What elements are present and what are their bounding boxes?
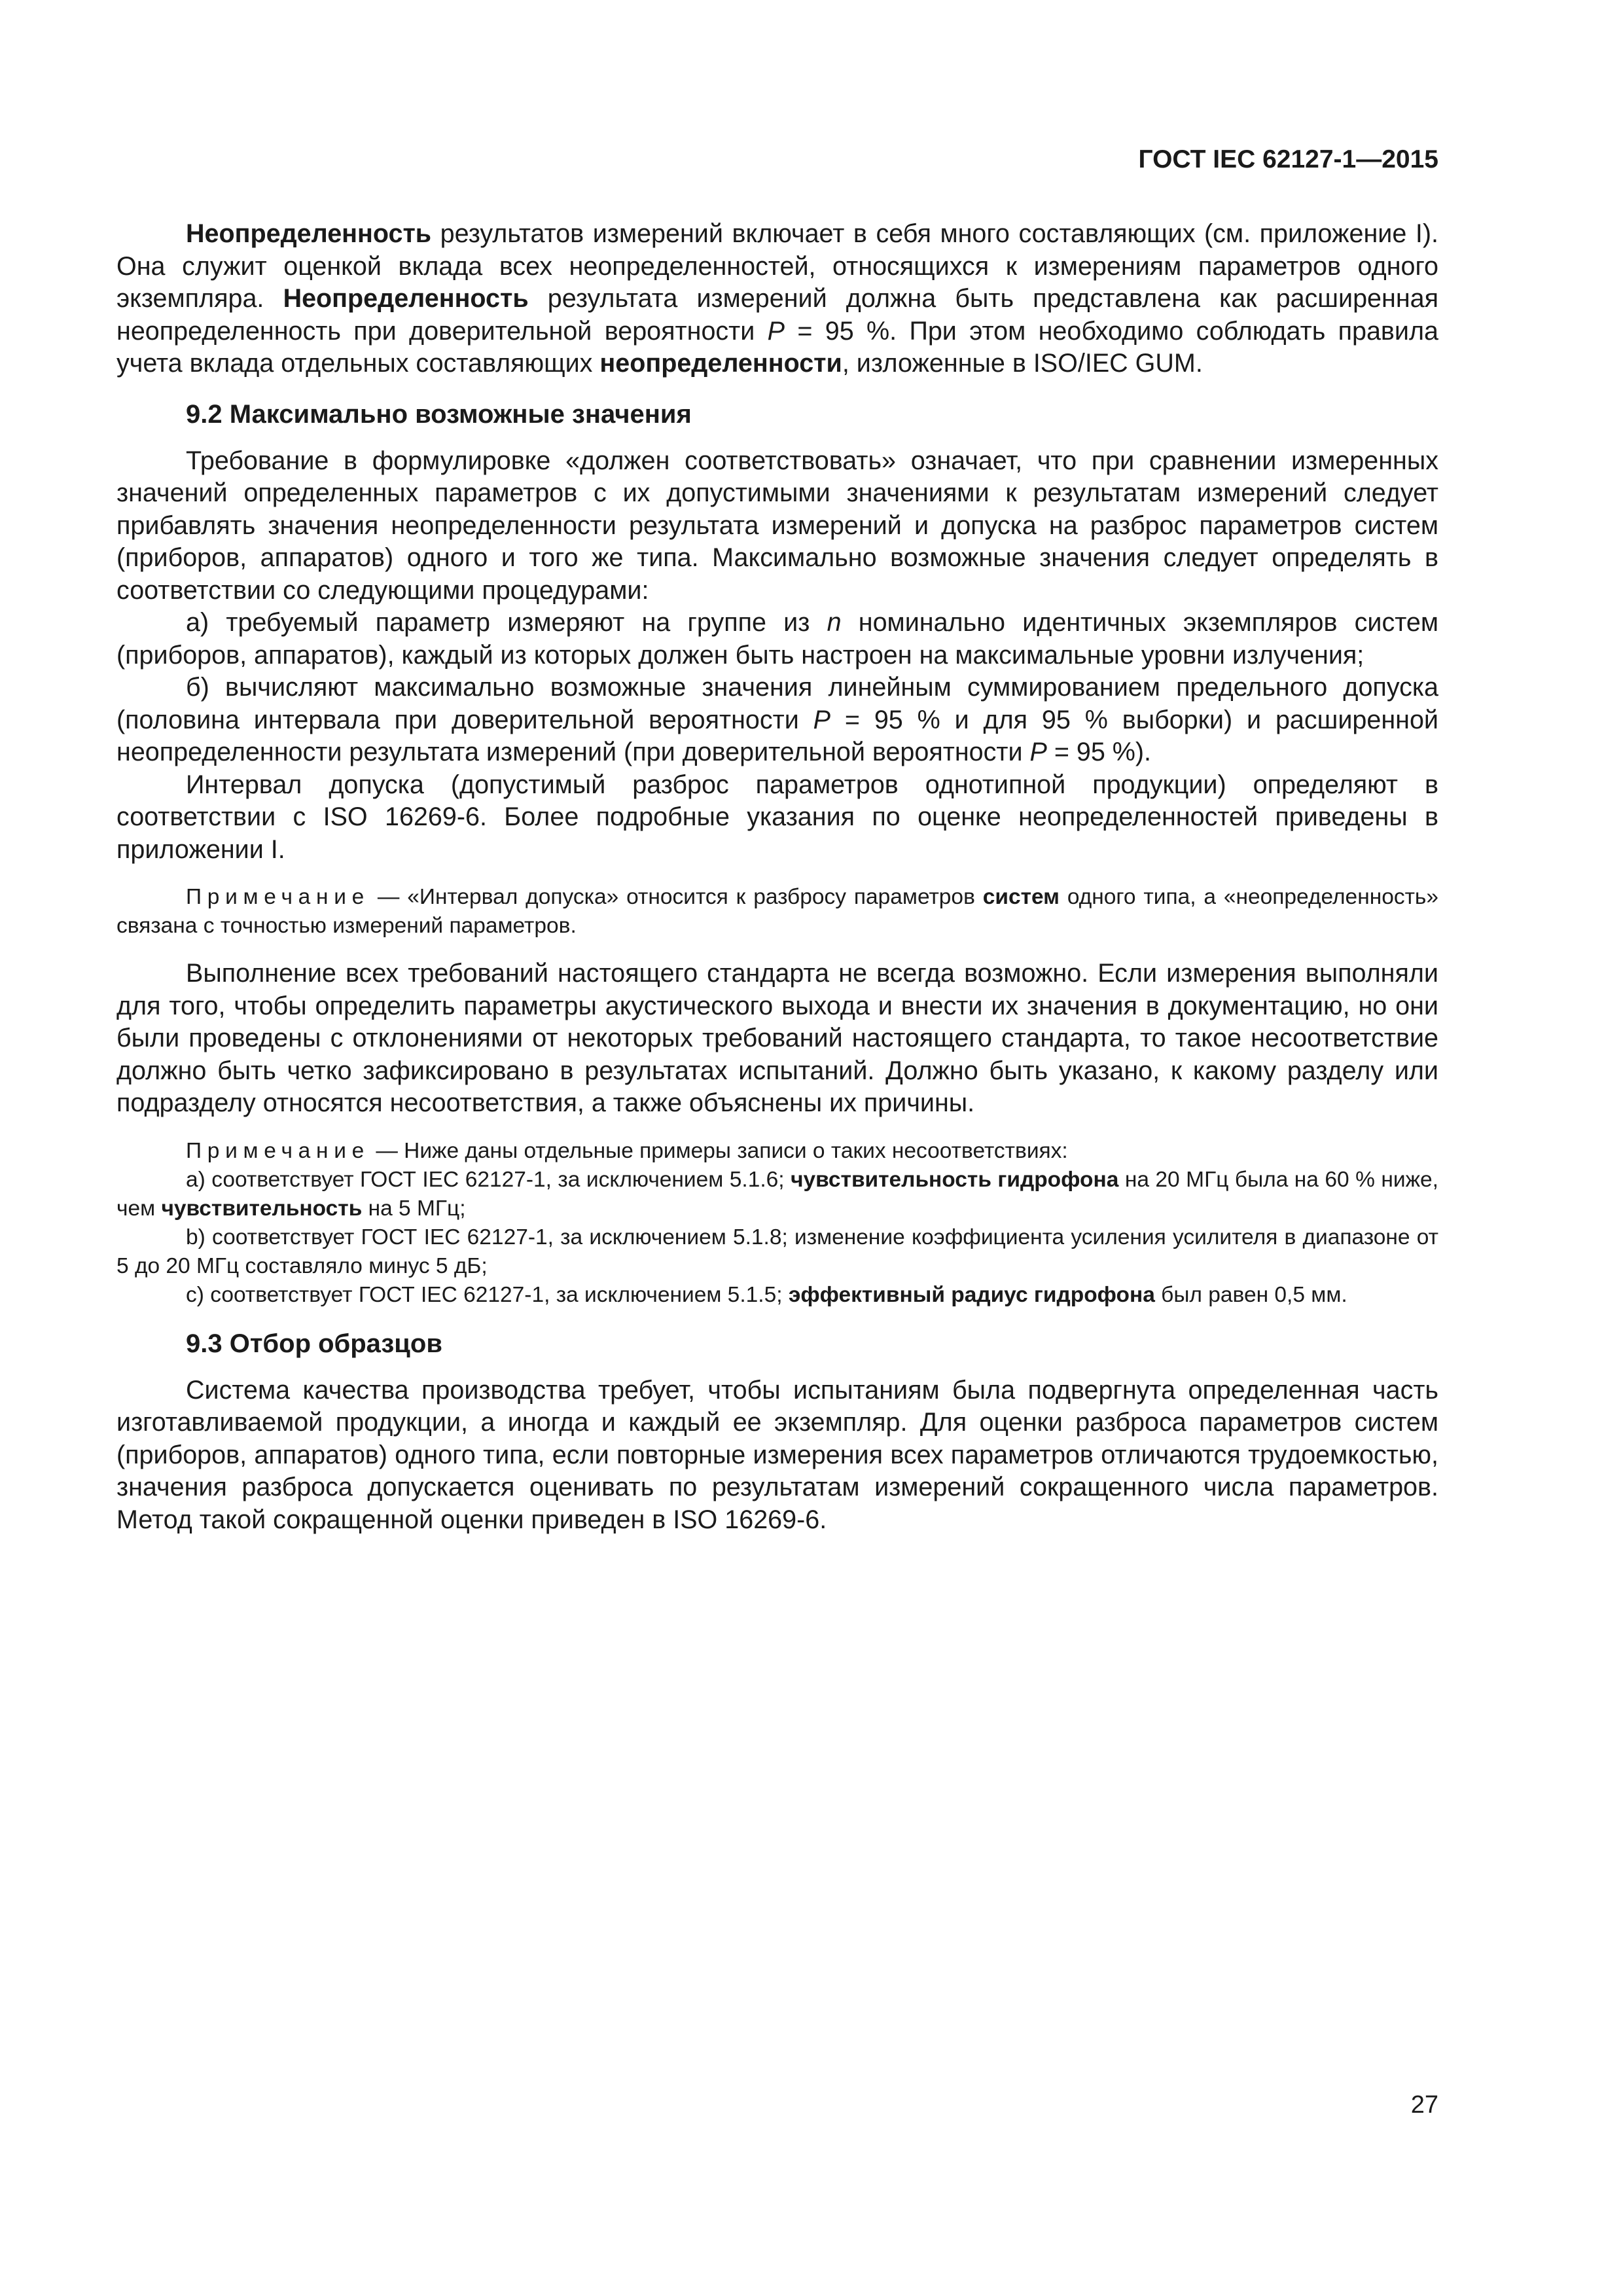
note-1 <box>116 883 1438 941</box>
note-example-c <box>116 1281 1438 1310</box>
text-run: = 95 %). <box>1046 738 1152 766</box>
note-example-b: b) соответствует ГОСТ IEC 62127-1, за исключением 5.1.8; изменение коэффициента усиления усилителя в диапазоне от 5 до 20 МГц составляло минус 5 дБ; <box>116 1225 1438 1278</box>
text-run: результатов измерений включает в себя много составляющих (см. приложение I). Она служит оценкой вклада всех неопределенностей, относящихся к измерениям параметров одного экземпляра. <box>116 219 1438 313</box>
text-run: на 5 МГц; <box>362 1196 466 1221</box>
term-uncertainty: Неопределенность <box>186 219 432 248</box>
text-run: c) соответствует ГОСТ IEC 62127-1, за исключением 5.1.5; <box>186 1282 789 1307</box>
symbol-n: n <box>827 608 842 637</box>
text-run: = 95 %. При этом необходимо соблюдать правила учета вклада отдельных составляющих <box>116 316 1438 378</box>
text-run: результата измерений должна быть представлена как расширенная неопределенность при доверительной вероятности <box>116 284 1438 346</box>
paragraph-requirement: Требование в формулировке «должен соответствовать» означает, что при сравнении измеренных значений определенных параметров с их допустимыми значениями к результатам измерений следует прибавлять значения неопределенности результата измерений и допуска на разброс параметров систем (приборов, аппаратов) одного и того же типа. Максимально возможные значения следует определять в соответствии со следующими процедурами: <box>116 446 1438 605</box>
text-run: на 20 МГц была на 60 % ниже, чем <box>116 1167 1438 1221</box>
term-uncertainty: Неопределенность <box>283 284 529 313</box>
symbol-p: P <box>767 316 785 346</box>
note-text <box>116 883 1438 941</box>
text-run: был равен 0,5 мм. <box>1154 1282 1347 1307</box>
term-hydrophone-sensitivity: чувствительность гидрофона <box>791 1167 1119 1192</box>
term-hydrophone-radius: эффективный радиус гидрофона <box>788 1282 1155 1307</box>
list-item-b <box>116 672 1438 769</box>
section-heading-9-2: 9.2 Максимально возможные значения <box>186 399 692 429</box>
paragraph-nonconformity: Выполнение всех требований настоящего стандарта не всегда возможно. Если измерения выполняли для того, чтобы определить параметры акустического выхода и внести их значения в документацию, но они были проведены с отклонениями от некоторых требований настоящего стандарта, то такое несоответствие должно быть четко зафиксировано в результатах испытаний. Должно быть указано, к какому разделу или подразделу относятся несоответствия, а также объяснены их причины. <box>116 959 1438 1117</box>
paragraph-uncertainty <box>116 218 1438 380</box>
paragraph-sampling: Система качества производства требует, чтобы испытаниям была подвергнута определенная часть изготавливаемой продукции, а иногда и каждый ее экземпляр. Для оценки разброса параметров систем (приборов, аппаратов) одного типа, если повторные измерения всех параметров отличаются трудоемкостью, значения разброса допускается оценивать по результатам измерений сокращенного числа параметров. Метод такой сокращенной оценки приведен в ISO 16269-6. <box>116 1375 1438 1534</box>
text-run: номинально идентичных экземпляров систем (приборов, аппаратов), каждый из которых должен быть настроен на максимальные уровни излучения; <box>116 608 1438 670</box>
document-header: ГОСТ IEC 62127-1—2015 <box>1138 145 1438 173</box>
section-heading-9-3: 9.3 Отбор образцов <box>186 1329 442 1358</box>
list-item-a <box>116 607 1438 672</box>
term-systems: систем <box>982 885 1060 909</box>
text-run: а) соответствует ГОСТ IEC 62127-1, за исключением 5.1.6; <box>186 1167 791 1192</box>
text-run: одного типа, а «неопределенность» связана с точностью измерений параметров. <box>116 885 1438 938</box>
text-run: а) требуемый параметр измеряют на группе из <box>186 608 827 637</box>
document-body <box>116 218 1438 1536</box>
symbol-p: P <box>813 705 831 734</box>
term-sensitivity: чувствительность <box>161 1196 363 1221</box>
note-example-a <box>116 1166 1438 1223</box>
note-label: Примечание <box>186 885 370 909</box>
page-number: 27 <box>1410 2091 1438 2119</box>
text-run: б) вычисляют максимально возможные значения линейным суммированием предельного допуска (половина интервала при доверительной вероятности <box>116 673 1438 734</box>
note-label: Примечание <box>186 1138 370 1163</box>
text-run: — Ниже даны отдельные примеры записи о таких несоответствиях: <box>370 1138 1068 1163</box>
text-run: = 95 % и для 95 % выборки) и расширенной неопределенности результата измерений (при доверительной вероятности <box>116 705 1438 766</box>
text-run: , изложенные в ISO/IEC GUM. <box>842 349 1203 378</box>
text-run: — «Интервал допуска» относится к разбросу параметров <box>370 885 983 909</box>
note-text <box>116 1137 1438 1166</box>
term-uncertainty: неопределенности <box>599 349 842 378</box>
symbol-p: P <box>1029 738 1047 766</box>
paragraph-tolerance-interval: Интервал допуска (допустимый разброс параметров однотипной продукции) определяют в соответствии с ISO 16269-6. Более подробные указания по оценке неопределенностей приведены в приложении I. <box>116 770 1438 864</box>
note-2 <box>116 1137 1438 1310</box>
